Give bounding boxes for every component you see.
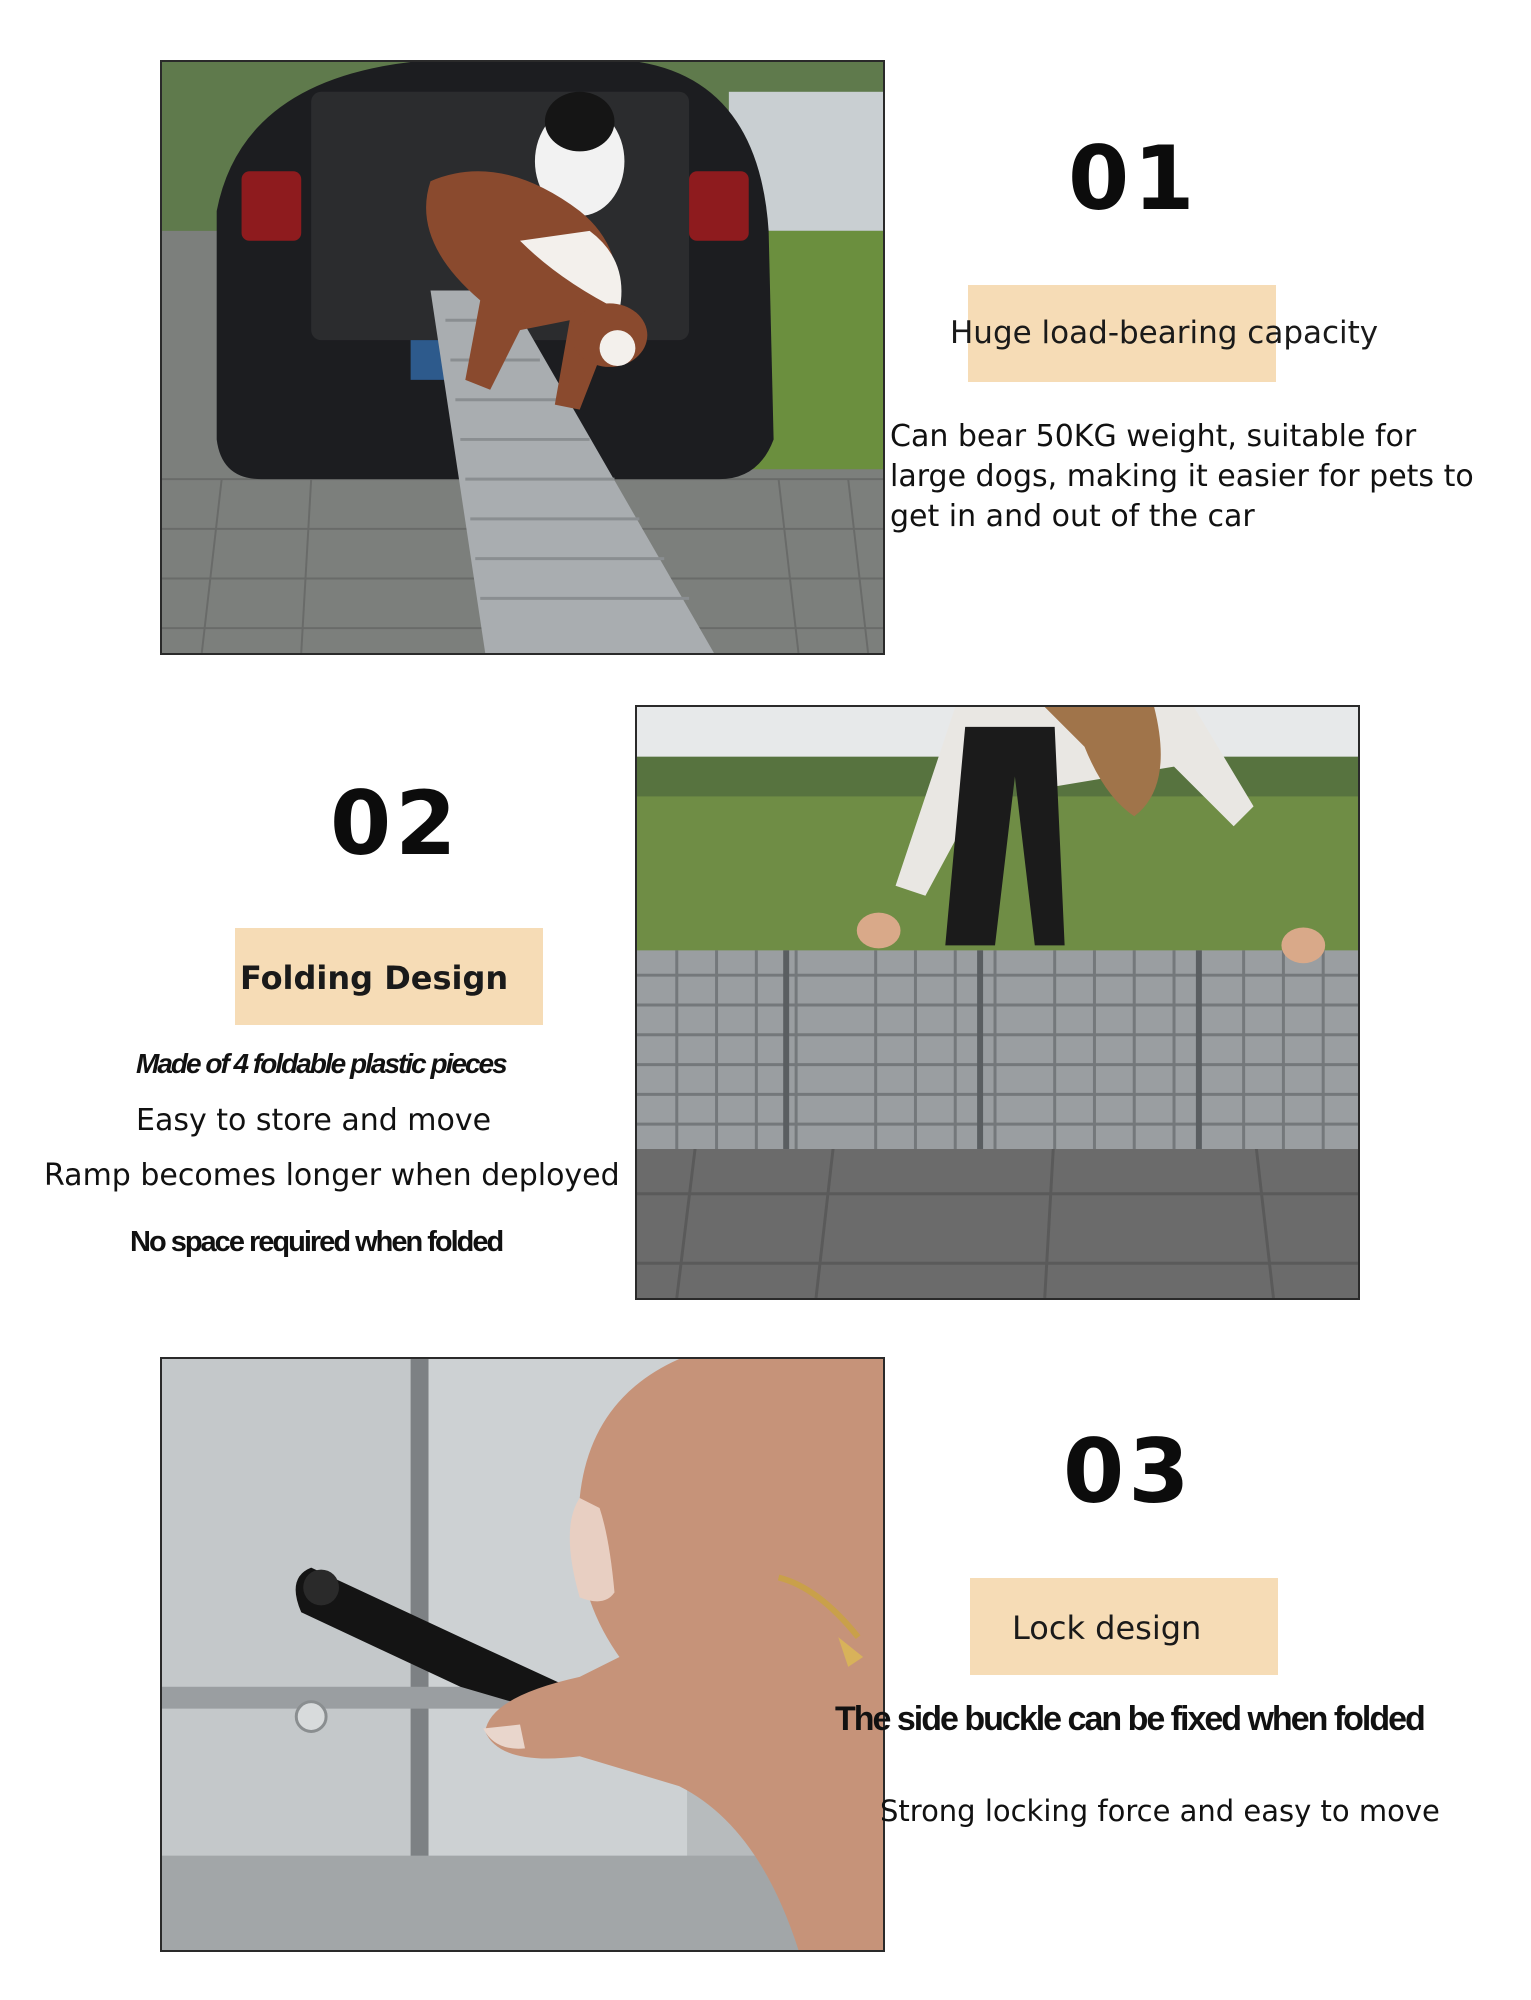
feature-label: Lock design [1012, 1609, 1202, 1647]
feature-label: Huge load-bearing capacity [950, 315, 1379, 351]
section-number: 01 [1068, 127, 1199, 230]
section-number: 03 [1063, 1420, 1194, 1523]
feature-description-line: Made of 4 foldable plastic pieces [136, 1048, 506, 1079]
feature-description-line: get in and out of the car [890, 499, 1255, 534]
feature-description-line: Can bear 50KG weight, suitable for [890, 419, 1417, 454]
section-number: 02 [330, 772, 461, 875]
feature-description-line: Easy to store and move [136, 1103, 492, 1138]
feature-description-line: No space required when folded [130, 1226, 503, 1258]
feature-description-line: Ramp becomes longer when deployed [44, 1158, 620, 1193]
photo-unfolded-ramp [635, 705, 1360, 1300]
feature-label: Folding Design [240, 959, 509, 997]
feature-description-line: The side buckle can be fixed when folded [835, 1700, 1424, 1738]
feature-description-line: Strong locking force and easy to move [880, 1794, 1440, 1828]
photo-side-lock-buckle [160, 1357, 885, 1952]
photo-dog-on-car-ramp [160, 60, 885, 655]
feature-description-line: large dogs, making it easier for pets to [890, 459, 1474, 494]
